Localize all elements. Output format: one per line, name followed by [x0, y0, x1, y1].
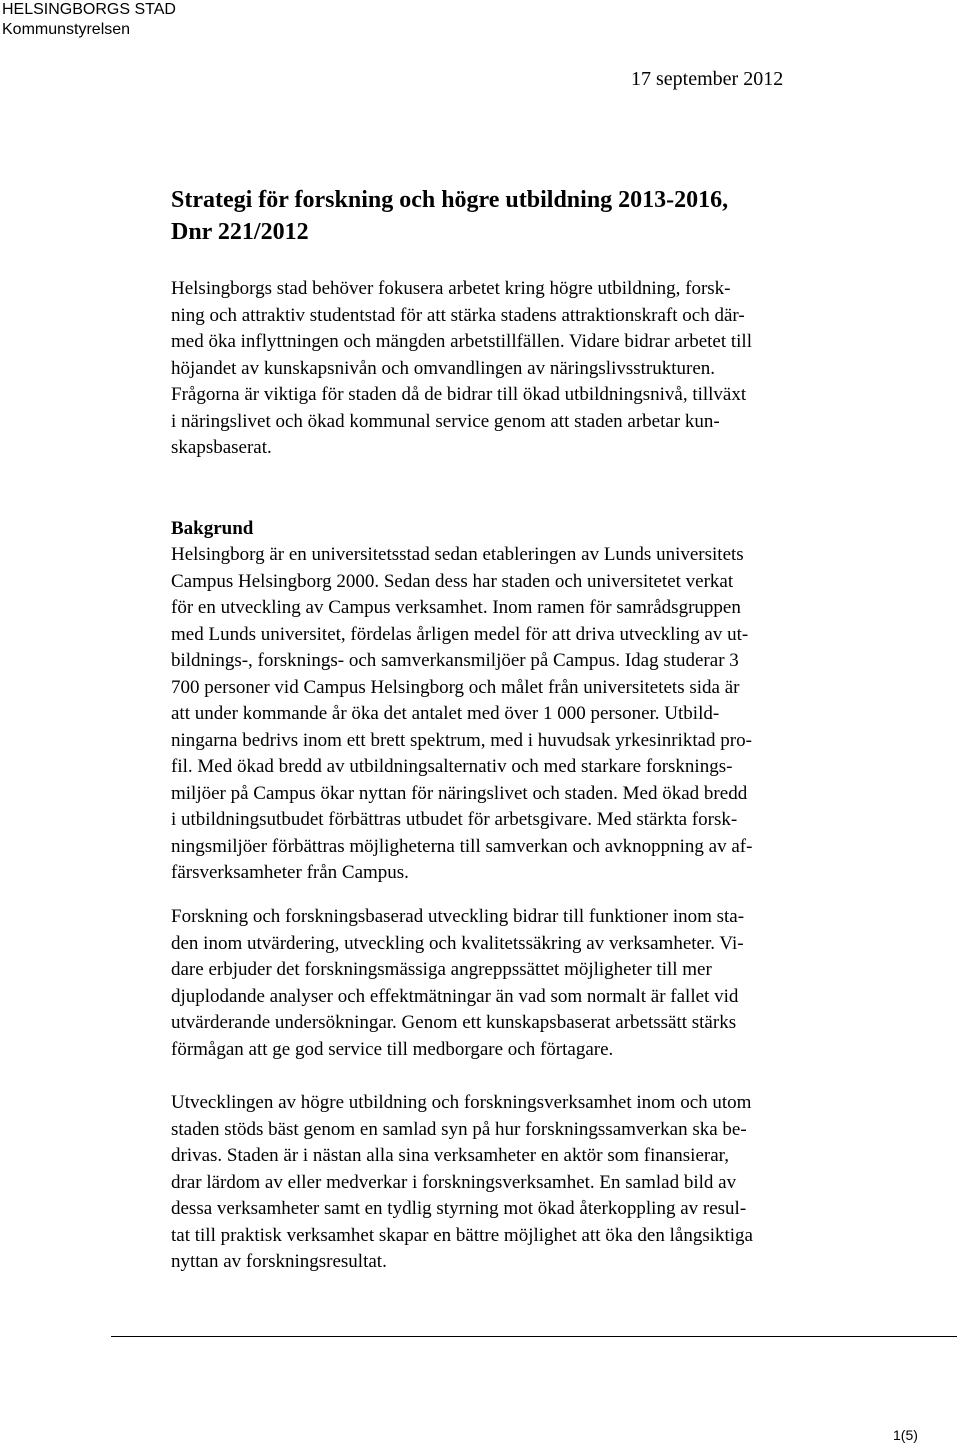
- department-name: Kommunstyrelsen: [2, 21, 131, 38]
- research-paragraph: [171, 904, 891, 1063]
- text-line: dare erbjuder det forskningsmässiga angreppssättet möjligheter till mer: [171, 959, 712, 980]
- text-line: tat till praktisk verksamhet skapar en bättre möjlighet att öka den långsiktiga: [171, 1224, 753, 1246]
- text-line: för en utveckling av Campus verksamhet. Inom ramen för samrådsgruppen: [171, 597, 741, 618]
- text-line: ning och attraktiv studentstad för att stärka stadens attraktionskraft och där-: [171, 304, 745, 326]
- text-line: Forskning och forskningsbaserad utveckling bidrar till funktioner inom sta-: [171, 906, 745, 927]
- text-line: miljöer på Campus ökar nyttan för näringslivet och staden. Med ökad bredd: [171, 782, 748, 804]
- organization-name: HELSINGBORGS STAD: [2, 1, 176, 18]
- text-line: med öka inflyttningen och mängden arbetstillfällen. Vidare bidrar arbetet till: [171, 331, 752, 352]
- text-line: Campus Helsingborg 2000. Sedan dess har staden och universitetet verkat: [171, 570, 734, 592]
- development-paragraph: [171, 1090, 891, 1276]
- text-line: i utbildningsutbudet förbättras utbudet för arbetsgivare. Med stärkta forsk-: [171, 809, 738, 830]
- text-line: den inom utvärdering, utveckling och kvalitetssäkring av verksamheter. Vi-: [171, 932, 744, 954]
- page-number: 1(5): [893, 1427, 918, 1443]
- document-title: [171, 184, 871, 248]
- document-header: [2, 0, 176, 40]
- background-paragraph: [171, 542, 891, 887]
- text-line: bildnings-, forsknings- och samverkansmiljöer på Campus. Idag studerar 3: [171, 650, 739, 671]
- footer-divider: [111, 1336, 957, 1337]
- text-line: färsverksamheter från Campus.: [171, 862, 409, 883]
- title-line: Dnr 221/2012: [171, 219, 309, 245]
- intro-paragraph: [171, 276, 891, 462]
- text-line: med Lunds universitet, fördelas årligen medel för att driva utveckling av ut-: [171, 623, 749, 645]
- text-line: drivas. Staden är i nästan alla sina verksamheter en aktör som finansierar,: [171, 1145, 729, 1166]
- text-line: Helsingborg är en universitetsstad sedan etableringen av Lunds universitets: [171, 544, 744, 565]
- title-line: Strategi för forskning och högre utbildning 2013-2016,: [171, 187, 729, 213]
- text-line: drar lärdom av eller medverkar i forskningsverksamhet. En samlad bild av: [171, 1171, 737, 1193]
- text-line: fil. Med ökad bredd av utbildningsalternativ och med starkare forsknings-: [171, 756, 733, 777]
- text-line: dessa verksamheter samt en tydlig styrning mot ökad återkoppling av resul-: [171, 1198, 747, 1219]
- text-line: ningsmiljöer förbättras möjligheterna till samverkan och avknoppning av af-: [171, 835, 753, 857]
- text-line: att under kommande år öka det antalet med över 1 000 personer. Utbild-: [171, 703, 720, 724]
- text-line: ningarna bedrivs inom ett brett spektrum, med i huvudsak yrkesinriktad pro-: [171, 729, 752, 751]
- text-line: Helsingborgs stad behöver fokusera arbetet kring högre utbildning, forsk-: [171, 278, 731, 299]
- text-line: i näringslivet och ökad kommunal service genom att staden arbetar kun-: [171, 410, 720, 432]
- text-line: nyttan av forskningsresultat.: [171, 1251, 387, 1272]
- text-line: höjandet av kunskapsnivån och omvandlingen av näringslivsstrukturen.: [171, 357, 716, 379]
- text-line: utvärderande undersökningar. Genom ett kunskapsbaserat arbetssätt stärks: [171, 1012, 737, 1033]
- text-line: 700 personer vid Campus Helsingborg och målet från universitetets sida är: [171, 676, 740, 698]
- text-line: djuplodande analyser och effektmätningar än vad som normalt är fallet vid: [171, 985, 739, 1007]
- text-line: förmågan att ge god service till medborgare och förtagare.: [171, 1038, 614, 1060]
- text-line: staden stöds bäst genom en samlad syn på hur forskningssamverkan ska be-: [171, 1118, 747, 1140]
- text-line: Frågorna är viktiga för staden då de bidrar till ökad utbildningsnivå, tillväxt: [171, 384, 747, 405]
- document-date: 17 september 2012: [631, 68, 784, 90]
- section-heading-bakgrund: Bakgrund: [171, 518, 254, 539]
- text-line: Utvecklingen av högre utbildning och forskningsverksamhet inom och utom: [171, 1092, 752, 1113]
- text-line: skapsbaserat.: [171, 437, 272, 458]
